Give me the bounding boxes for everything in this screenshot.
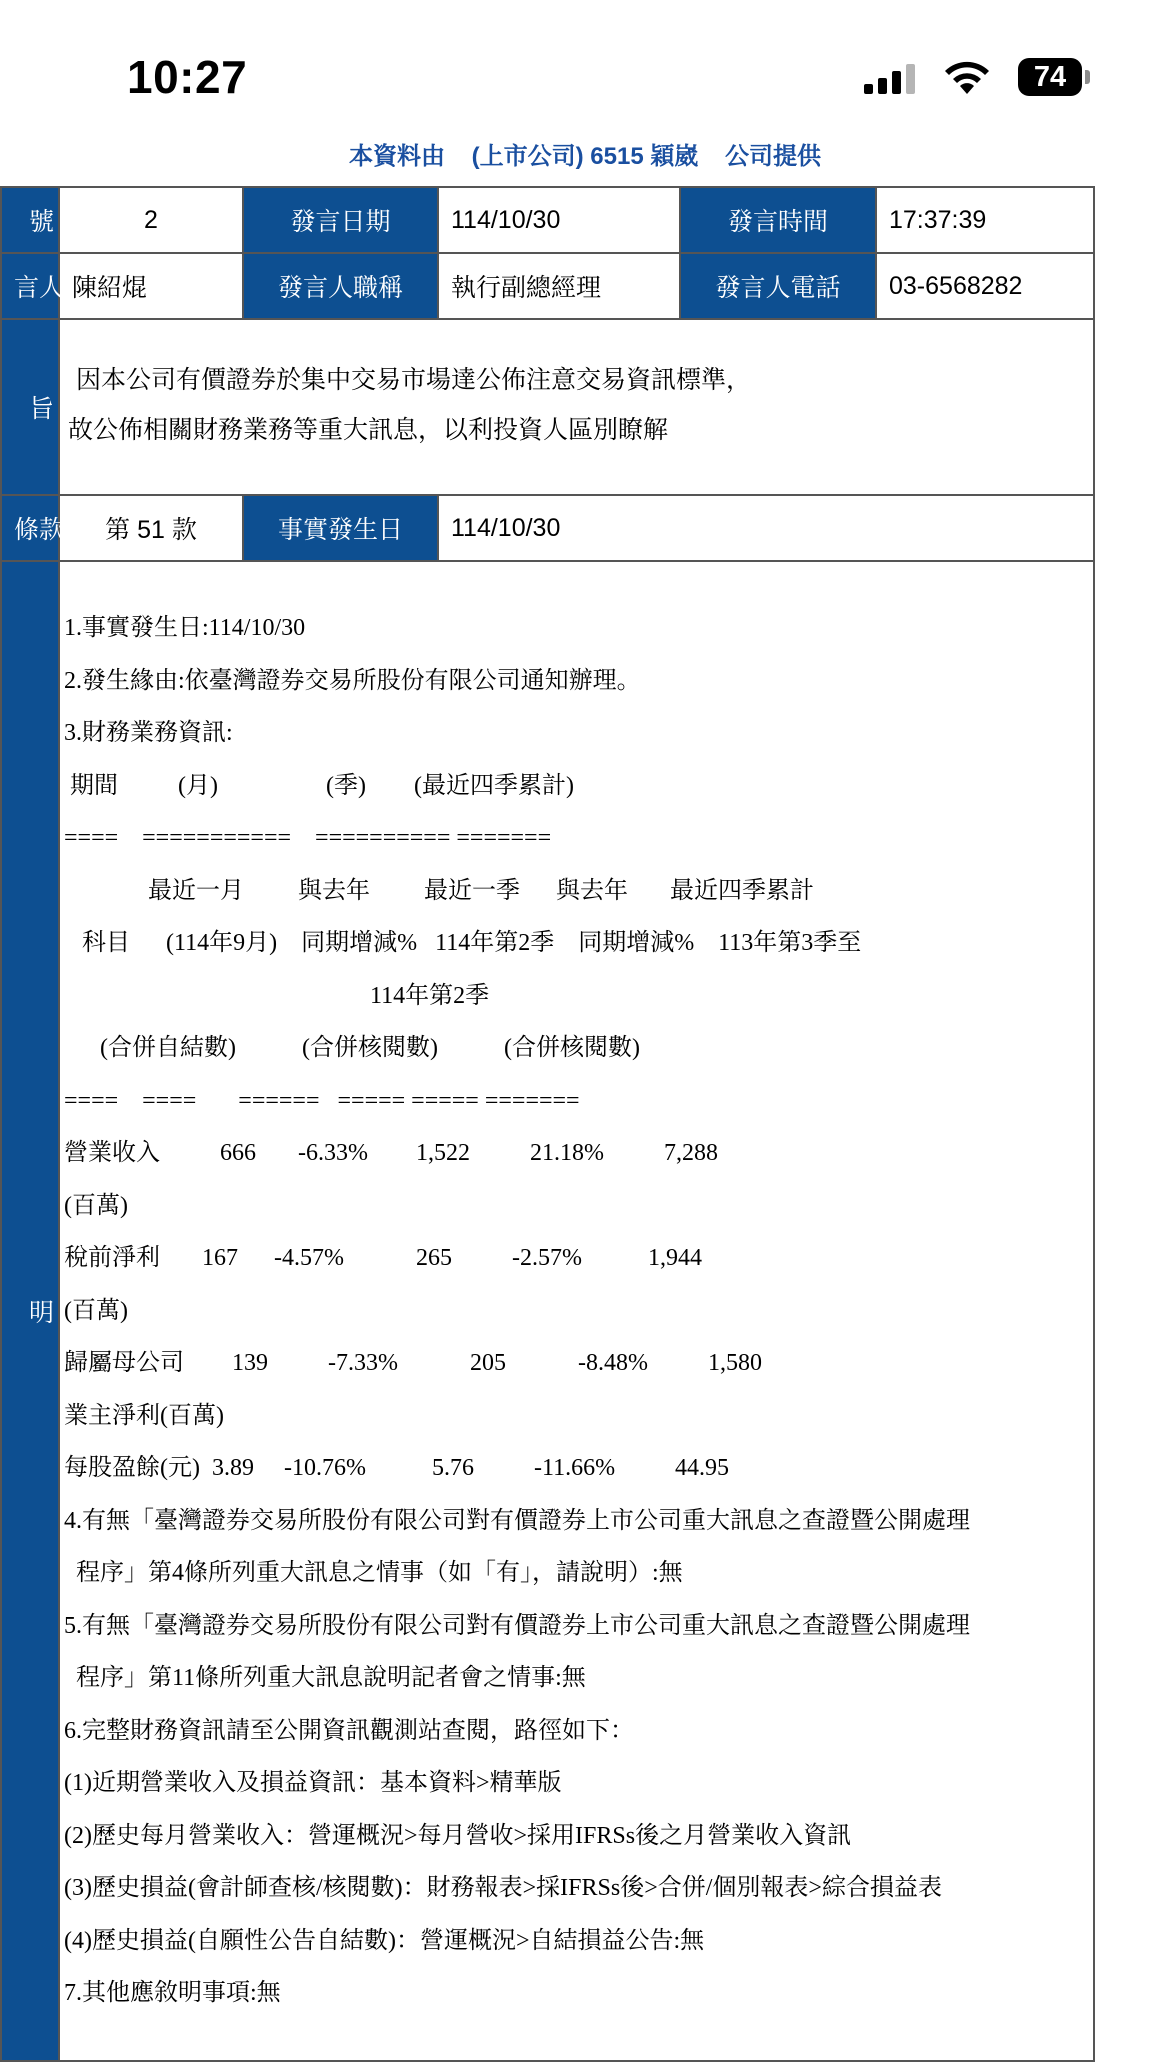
cellular-signal-icon xyxy=(864,64,920,94)
description-label: 明 xyxy=(1,561,59,2061)
description-value xyxy=(59,561,1094,2061)
description-lines xyxy=(64,602,1089,2020)
subject-label: 旨 xyxy=(1,319,59,495)
speech-date-label: 發言日期 xyxy=(243,187,438,253)
spokesperson-phone-label: 發言人電話 xyxy=(680,253,876,319)
description-line: (百萬) xyxy=(64,1297,128,1324)
description-line: 4.有無「臺灣證券交易所股份有限公司對有價證券上市公司重大訊息之查證暨公開處理 xyxy=(64,1507,970,1534)
description-line: 稅前淨利 167 -4.57% 265 -2.57% 1,944 xyxy=(64,1245,702,1271)
battery-level: 74 xyxy=(1018,58,1082,96)
spokesperson-title-label: 發言人職稱 xyxy=(243,253,438,319)
clause-label: 條款 xyxy=(1,495,59,561)
serial-value: 2 xyxy=(59,187,243,253)
speech-time-label: 發言時間 xyxy=(680,187,876,253)
table-row xyxy=(1,561,1094,2061)
description-line: 業主淨利(百萬) xyxy=(64,1402,224,1429)
provider-line xyxy=(0,136,1170,171)
description-line: 期間 (月) (季) (最近四季累計) xyxy=(64,772,574,799)
description-line: (4)歷史損益(自願性公告自結數)：營運概況>自結損益公告:無 xyxy=(64,1927,705,1954)
fact-date-value: 114/10/30 xyxy=(438,495,1094,561)
description-line: 5.有無「臺灣證券交易所股份有限公司對有價證券上市公司重大訊息之查證暨公開處理 xyxy=(64,1612,970,1639)
description-line: (2)歷史每月營業收入：營運概況>每月營收>採用IFRSs後之月營業收入資訊 xyxy=(64,1822,852,1849)
description-line: ==== =========== ========== ======= xyxy=(64,825,552,851)
description-line: (合併自結數) (合併核閱數) (合併核閱數) xyxy=(64,1035,640,1061)
provider-prefix: 本資料由 xyxy=(348,143,445,170)
status-bar xyxy=(0,0,1170,120)
description-line: 6.完整財務資訊請至公開資訊觀測站查閱，路徑如下： xyxy=(64,1717,634,1744)
wifi-icon xyxy=(942,58,992,96)
subject-line-2: 故公佈相關財務業務等重大訊息，以利投資人區別瞭解 xyxy=(68,416,669,444)
table-row xyxy=(1,319,1094,495)
description-line: (3)歷史損益(會計師查核/核閱數)：財務報表>採IFRSs後>合併/個別報表>綜合損益表 xyxy=(64,1875,942,1901)
clause-value: 第 51 款 xyxy=(59,495,243,561)
provider-suffix: 公司提供 xyxy=(725,143,822,170)
battery-icon xyxy=(1018,58,1090,96)
spokesperson-title-value: 執行副總經理 xyxy=(438,253,680,319)
description-line: 程序」第11條所列重大訊息說明記者會之情事:無 xyxy=(64,1665,586,1691)
description-line: 7.其他應敘明事項:無 xyxy=(64,1980,281,2006)
status-time: 10:27 xyxy=(127,51,248,103)
description-line: (百萬) xyxy=(64,1192,128,1219)
description-line: 3.財務業務資訊: xyxy=(64,720,233,746)
spokesperson-value: 陳紹焜 xyxy=(59,253,243,319)
description-line: 程序」第4條所列重大訊息之情事（如「有」，請說明）:無 xyxy=(64,1560,683,1586)
description-line: 營業收入 666 -6.33% 1,522 21.18% 7,288 xyxy=(64,1140,718,1166)
description-line: 2.發生緣由:依臺灣證券交易所股份有限公司通知辦理。 xyxy=(64,667,641,694)
description-line: ==== ==== ====== ===== ===== ======= xyxy=(64,1087,580,1114)
description-line: 1.事實發生日:114/10/30 xyxy=(64,615,306,641)
table-row xyxy=(1,253,1094,319)
table-row xyxy=(1,495,1094,561)
fact-date-label: 事實發生日 xyxy=(243,495,438,561)
serial-label: 號 xyxy=(1,187,59,253)
subject-line-1: 因本公司有價證券於集中交易市場達公佈注意交易資訊標準， xyxy=(76,366,752,394)
spokesperson-label: 言人 xyxy=(1,253,59,319)
speech-time-value: 17:37:39 xyxy=(876,187,1094,253)
speech-date-value: 114/10/30 xyxy=(438,187,680,253)
description-line: 最近一月 與去年 最近一季 與去年 最近四季累計 xyxy=(64,877,814,904)
description-line: (1)近期營業收入及損益資訊：基本資料>精華版 xyxy=(64,1770,562,1796)
provider-company: (上市公司) 6515 穎崴 xyxy=(471,143,699,170)
description-line: 歸屬母公司 139 -7.33% 205 -8.48% 1,580 xyxy=(64,1350,762,1376)
description-line: 114年第2季 xyxy=(64,982,490,1009)
table-row xyxy=(1,187,1094,253)
announcement-table xyxy=(0,186,1095,2062)
spokesperson-phone-value: 03-6568282 xyxy=(876,253,1094,319)
description-line: 科目 (114年9月) 同期增減% 114年第2季 同期增減% 113年第3季至 xyxy=(64,930,862,956)
description-line: 每股盈餘(元) 3.89 -10.76% 5.76 -11.66% 44.95 xyxy=(64,1455,730,1481)
subject-value xyxy=(59,319,1094,495)
